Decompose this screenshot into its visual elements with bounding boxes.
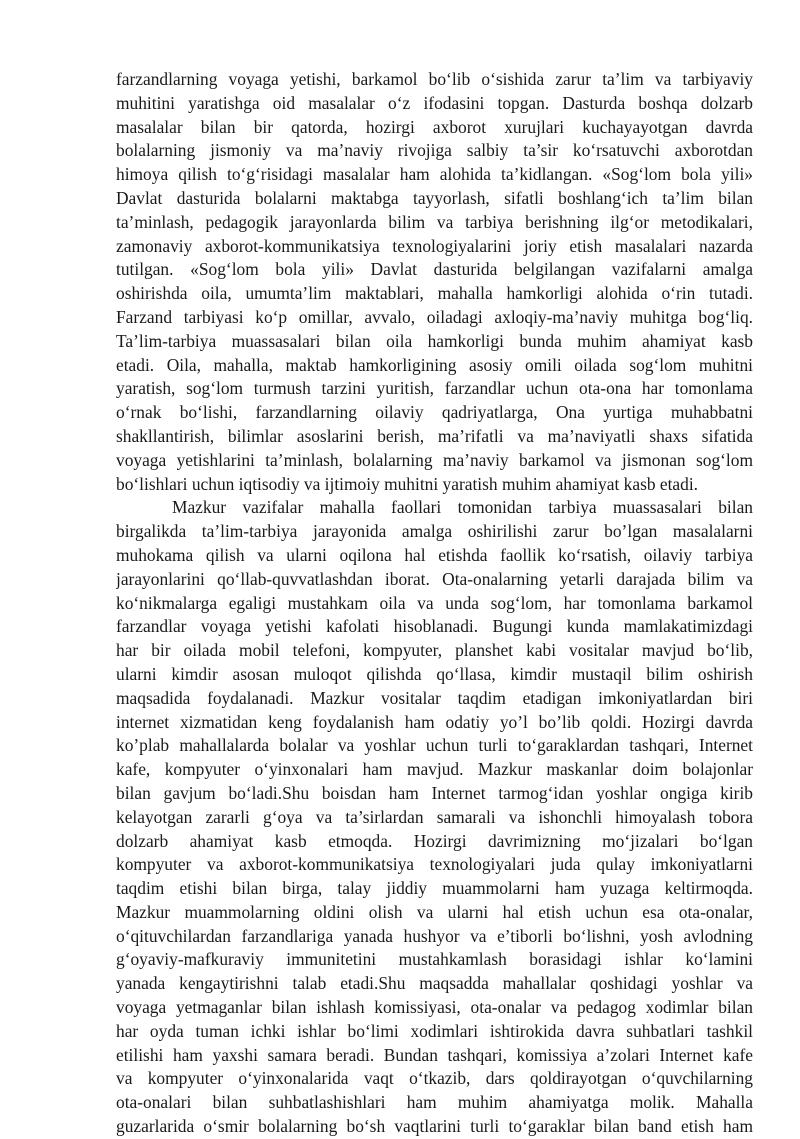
text-line: muhokama qilish va ularni oqilona hal etishda faollik ko‘rsatish, oilaviy tarbiya xyxy=(116,544,753,565)
text-line: yanada kengaytirishni talab etadi.Shu maqsadda mahallalar qoshidagi yoshlar va xyxy=(116,973,753,994)
text-line: bo‘lishlari uchun iqtisodiy va ijtimoiy muhitni yaratish muhim ahamiyat kasb etadi. xyxy=(116,473,699,494)
text-line: va kompyuter o‘yinxonalarida vaqt o‘tkazib, dars qoldirayotgan o‘quvchilarning xyxy=(116,1068,753,1089)
text-line: farzandlarning voyaga yetishi, barkamol bo‘lib o‘sishida zarur ta’lim va tarbiyaviy xyxy=(116,69,753,89)
text-line: maqsadida foydalanadi. Mazkur vositalar taqdim etadigan imkoniyatlardan biri xyxy=(116,687,753,708)
text-line: bilan gavjum bo‘ladi.Shu boisdan ham Internet tarmog‘idan yoshlar ongiga kirib xyxy=(116,782,753,803)
text-line: taqdim etishi bilan birga, talay jiddiy muammolarni ham yuzaga keltirmoqda. xyxy=(116,878,753,899)
paragraph-1 xyxy=(116,68,753,496)
text-line: Davlat dasturida bolalarni maktabga tayyorlash, sifatli boshlang‘ich ta’lim bilan xyxy=(116,187,753,208)
text-line: dolzarb ahamiyat kasb etmoqda. Hozirgi davrimizning mo‘jizalari bo‘lgan xyxy=(116,830,753,851)
text-line: bolalarning jismoniy va ma’naviy rivojiga salbiy ta’sir ko‘rsatuvchi axborotdan xyxy=(116,140,753,161)
text-line: har oyda tuman ichki ishlar bo‘limi xodimlari ishtirokida davra suhbatlari tashkil xyxy=(116,1020,753,1041)
paragraph-2 xyxy=(116,496,753,1139)
text-line: yaratish, sog‘lom turmush tarzini yuritish, farzandlar uchun ota-ona har tomonlama xyxy=(116,378,753,399)
text-line: Ta’lim-tarbiya muassasalari bilan oila hamkorligi bunda muhim ahamiyat kasb xyxy=(116,330,753,351)
text-line: birgalikda ta’lim-tarbiya jarayonida amalga oshirilishi zarur bo’lgan masalalarni xyxy=(116,521,753,542)
text-line: ta’minlash, pedagogik jarayonlarda bilim va tarbiya berishning ilg‘or metodikalari, xyxy=(116,211,753,232)
text-line: muhitini yaratishga oid masalalar o‘z ifodasini topgan. Dasturda boshqa dolzarb xyxy=(116,92,753,113)
text-line: tutilgan. «Sog‘lom bola yili» Davlat dasturida belgilangan vazifalarni amalga xyxy=(116,259,753,280)
text-line: jarayonlarini qo‘llab-quvvatlashdan iborat. Ota-onalarning yetarli darajada bilim va xyxy=(116,568,753,589)
text-line: zamonaviy axborot-kommunikatsiya texnologiyalarini joriy etish masalalari nazarda xyxy=(116,235,753,256)
text-line: kelayotgan zararli g‘oya va ta’sirlardan samarali va ishonchli himoyalash tobora xyxy=(116,806,753,827)
text-line: ko‘nikmalarga egaligi mustahkam oila va unda sog‘lom, har tomonlama barkamol xyxy=(116,592,753,613)
text-line: g‘oyaviy-mafkuraviy immunitetini mustahkamlash borasidagi ishlar ko‘lamini xyxy=(116,949,753,970)
text-line: kompyuter va axborot-kommunikatsiya texnologiyalari juda qulay imkoniyatlarni xyxy=(116,854,753,875)
text-line: ularni kimdir asosan muloqot qilishda qo‘llasa, kimdir mustaqil bilim oshirish xyxy=(116,663,753,684)
text-line: farzandlar voyaga yetishi kafolati hisoblanadi. Bugungi kunda mamlakatimizdagi xyxy=(116,616,753,637)
text-line: guzarlarida o‘smir bolalarning bo‘sh vaqtlarini turli to‘garaklar bilan band etish ham xyxy=(116,1116,753,1137)
text-line: etilishi ham yaxshi samara beradi. Bundan tashqari, komissiya a’zolari Internet kafe xyxy=(116,1044,753,1065)
text-line: o‘qituvchilardan farzandlariga yanada hushyor va e’tiborli bo‘lishni, yosh avlodning xyxy=(116,925,753,946)
text-line: masalalar bilan bir qatorda, hozirgi axborot xurujlari kuchayayotgan davrda xyxy=(116,116,753,137)
text-line: ko’plab mahallalarda bolalar va yoshlar uchun turli to‘garaklardan tashqari, Internet xyxy=(116,735,753,756)
text-line: voyaga yetmaganlar bilan ishlash komissiyasi, ota-onalar va pedagog xodimlar bilan xyxy=(116,997,753,1018)
text-line: o‘rnak bo‘lishi, farzandlarning oilaviy qadriyatlarga, Ona yurtiga muhabbatni xyxy=(116,402,753,423)
text-line: etadi. Oila, mahalla, maktab hamkorligining asosiy omili oilada sog‘lom muhitni xyxy=(116,354,753,375)
text-line: internet xizmatidan keng foydalanish ham odatiy yo’l bo’lib qoldi. Hozirgi davrda xyxy=(116,711,753,732)
document-page xyxy=(116,68,753,1139)
text-line: Farzand tarbiyasi ko‘p omillar, avvalo, oiladagi axloqiy-ma’naviy muhitga bog‘liq. xyxy=(116,306,753,327)
text-line: Mazkur vazifalar mahalla faollari tomonidan tarbiya muassasalari bilan xyxy=(172,497,753,518)
text-line: oshirishda oila, umumta’lim maktablari, mahalla hamkorligi alohida o‘rin tutadi. xyxy=(116,283,753,304)
text-line: himoya qilish to‘g‘risidagi masalalar ham alohida ta’kidlangan. «Sog‘lom bola yili» xyxy=(116,164,753,185)
text-line: voyaga yetishlarini ta’minlash, bolalarning ma’naviy barkamol va jismonan sog‘lom xyxy=(116,449,753,470)
text-line: kafe, kompyuter o‘yinxonalari ham mavjud. Mazkur maskanlar doim bolajonlar xyxy=(116,759,753,780)
text-line: ota-onalari bilan suhbatlashishlari ham muhim ahamiyatga molik. Mahalla xyxy=(116,1092,753,1113)
text-line: Mazkur muammolarning oldini olish va ularni hal etish uchun esa ota-onalar, xyxy=(116,901,753,922)
text-line: har bir oilada mobil telefoni, kompyuter, planshet kabi vositalar mavjud bo‘lib, xyxy=(116,640,753,661)
text-line: shakllantirish, bilimlar asoslarini berish, ma’rifatli va ma’naviyatli shaxs sifatida xyxy=(116,425,753,446)
